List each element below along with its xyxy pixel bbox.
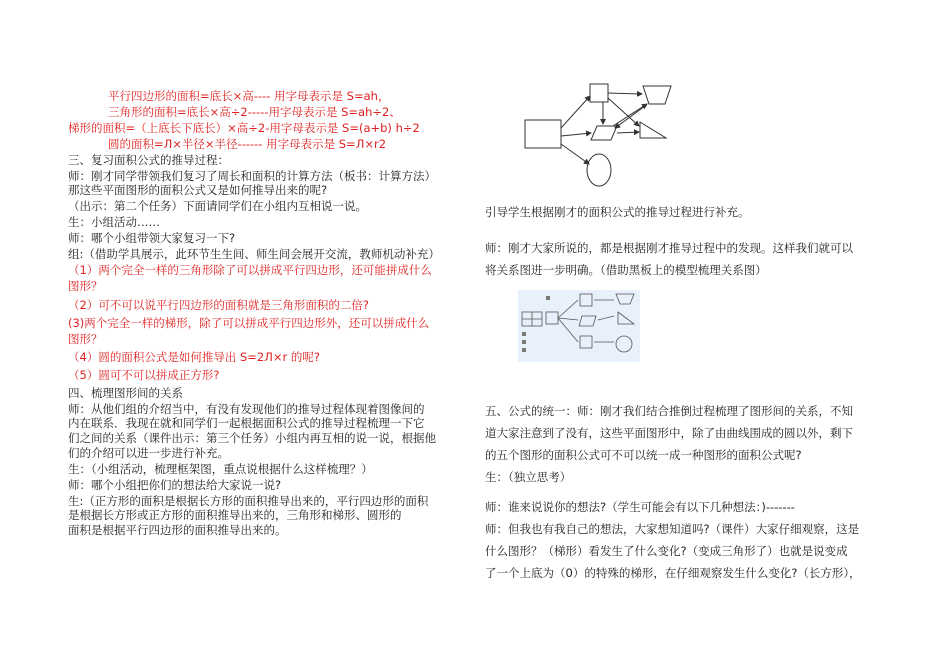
text-line: 引导学生根据刚才的面积公式的推导过程进行补充。 <box>485 205 750 219</box>
question-line: 图形？ <box>68 279 103 293</box>
text-line: 师：但我也有我自己的想法，大家想知道吗?（课件）大家仔细观察，这是 <box>485 522 860 536</box>
question-line: （1）两个完全一样的三角形除了可以拼成平行四边形，还可能拼成什么 <box>68 263 432 277</box>
triangle-shape <box>640 122 666 138</box>
square-shape <box>590 84 608 102</box>
question-line: 图形？ <box>68 332 103 346</box>
text-line: 是根据长方形或正方形的面积推导出来的，三角形和梯形、圆形的 <box>68 508 402 522</box>
text-line: 道大家注意到了没有，这些平面图形中，除了由曲线围成的圆以外，剩下 <box>485 426 853 440</box>
text-line: 们之间的关系（课件出示：第三个任务）小组内再互相的说一说，根据他 <box>68 431 436 445</box>
text-line: 的五个图形的面积公式可不可以统一成一种图形的面积公式呢? <box>485 448 802 462</box>
text-line: 师：从他们组的介绍当中，有没有发现他们的推导过程体现着图像间的 <box>68 402 425 416</box>
formula-3: 梯形的面积=（上底长下底长）×高÷2-用字母表示是 S=(a+b) h÷2 <box>68 121 420 135</box>
text-line: 面积是根据平行四边形的面积推导出来的。 <box>68 523 287 537</box>
section-heading-3: 三、复习面积公式的推导过程： <box>68 153 229 167</box>
text-line: 师：刚才同学带领我们复习了周长和面积的计算方法（板书：计算方法） <box>68 169 436 183</box>
text-line: 生:（正方形的面积是根据长方形的面积推导出来的，平行四边形的面积 <box>68 494 429 508</box>
text-line: 了一个上底为（0）的特殊的梯形，在仔细观察发生什么变化?（长方形）， <box>485 566 861 580</box>
question-line: （5）圆可不可以拼成正方形? <box>68 368 220 382</box>
text-line: 师：哪个小组把你们的想法给大家说一说? <box>68 478 282 492</box>
text-line: 们的介绍可以进一步进行补充。 <box>68 446 229 460</box>
blackboard-model-diagram <box>518 290 640 362</box>
text-line: 将关系图进一步明确。（借助黑板上的模型梳理关系图） <box>485 263 767 277</box>
section-heading-5: 五、公式的统一：师：刚才我们结合推倒过程梳理了图形间的关系，不知 <box>485 404 853 418</box>
text-line: 生：（独立思考） <box>485 470 572 484</box>
formula-2: 三角形的面积=底长×高÷2-----用字母表示是 S=ah÷2、 <box>108 105 401 119</box>
shape-relationship-diagram <box>515 78 685 194</box>
text-line: 什么图形？（梯形）看发生了什么变化?（变成三角形了）也就是说变成 <box>485 544 848 558</box>
text-line: 内在联系．我现在就和同学们一起根据面积公式的推导过程梳理一下它 <box>68 416 425 430</box>
text-line: 师：刚才大家所说的，都是根据刚才推导过程中的发现。这样我们就可以 <box>485 241 853 255</box>
parallelogram-shape <box>591 126 617 140</box>
rectangle-shape <box>525 120 561 148</box>
question-line: （4）圆的面积公式是如何推导出 S=2Л×r 的呢? <box>68 350 320 364</box>
trapezoid-shape <box>643 86 671 104</box>
text-line: （出示：第二个任务）下面请同学们在小组内互相说一说。 <box>68 199 367 213</box>
question-line: （2）可不可以说平行四边形的面积就是三角形面积的二倍? <box>68 298 369 312</box>
circle-shape <box>587 154 611 186</box>
text-line: 生：小组活动…… <box>68 215 160 229</box>
text-line: 师：谁来说说你的想法?（学生可能会有以下几种想法：)------- <box>485 500 795 514</box>
formula-4: 圆的面积=Л×半径×半径------ 用字母表示是 S=Л×r2 <box>108 137 387 151</box>
formula-1: 平行四边形的面积=底长×高---- 用字母表示是 S=ah， <box>108 89 390 103</box>
text-line: 组:（借助学具展示，此环节生生间、师生间会展开交流，教师机动补充） <box>68 247 440 261</box>
text-line: 师：哪个小组带领大家复习一下? <box>68 231 236 245</box>
question-line: (3)两个完全一样的梯形，除了可以拼成平行四边形外，还可以拼成什么 <box>68 316 430 330</box>
section-heading-4: 四、梳理图形间的关系 <box>68 386 183 400</box>
text-line: 那这些平面图形的面积公式又是如何推导出来的呢? <box>68 183 328 197</box>
text-line: 生：（小组活动，梳理框架图，重点说根据什么这样梳理？） <box>68 462 373 476</box>
